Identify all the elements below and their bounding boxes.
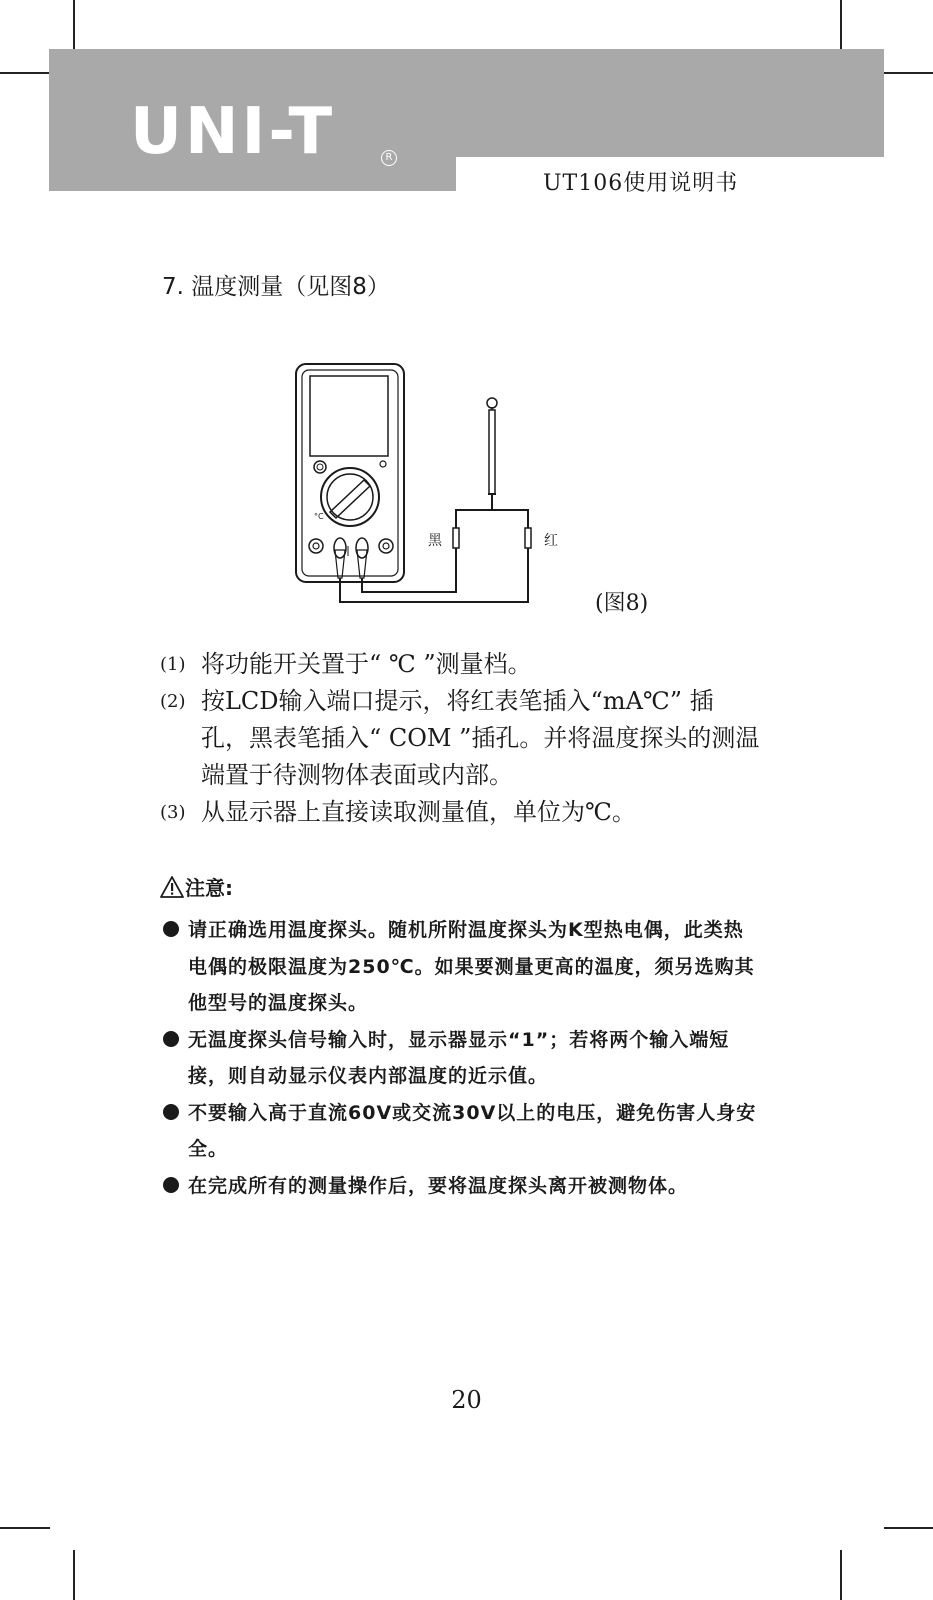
crop-mark: [73, 1550, 75, 1600]
multimeter-illustration: [290, 360, 590, 620]
notice-text: 不要输入高于直流60V或交流30V以上的电压，避免伤害人身安全。: [188, 1101, 757, 1160]
notice-item: [163, 1168, 763, 1205]
bullet-icon: [163, 1031, 179, 1047]
measurement-steps: [160, 646, 760, 831]
step-text: 从显示器上直接读取测量值，单位为℃。: [201, 798, 636, 826]
brand-logo: UNI-T: [130, 95, 336, 169]
red-probe-label: 红: [544, 533, 558, 549]
crop-mark: [840, 1550, 842, 1600]
document-title: UT106使用说明书: [543, 171, 739, 196]
bullet-icon: [163, 1104, 179, 1120]
notice-text: 无温度探头信号输入时，显示器显示“1”；若将两个输入端短接，则自动显示仪表内部温度的近示值。: [188, 1028, 730, 1087]
notice-heading: [159, 872, 233, 901]
step-text: 将功能开关置于“ ℃ ”测量档。: [201, 650, 532, 678]
notice-text: 在完成所有的测量操作后，要将温度探头离开被测物体。: [188, 1174, 689, 1197]
crop-mark: [0, 1527, 50, 1529]
crop-mark: [73, 0, 75, 50]
section-title: 7. 温度测量（见图8）: [162, 274, 390, 300]
step-item: [160, 646, 760, 683]
figure-caption: (图8): [595, 591, 649, 616]
step-number: (3): [160, 802, 186, 823]
registered-mark: R: [381, 150, 397, 166]
bullet-icon: [163, 921, 179, 937]
step-text: 按LCD输入端口提示，将红表笔插入“mA℃” 插孔，黑表笔插入“ COM ”插孔。并将温度探头的测温端置于待测物体表面或内部。: [201, 687, 760, 789]
crop-mark: [840, 0, 842, 50]
dial-temperature-label: °C: [314, 512, 324, 521]
crop-mark: [884, 72, 933, 74]
crop-mark: [0, 72, 50, 74]
warning-icon: [159, 875, 185, 899]
notice-item: [163, 912, 763, 1022]
step-number: (1): [160, 654, 186, 675]
page-number: 20: [451, 1386, 482, 1414]
notice-item: [163, 1095, 763, 1168]
notice-list: [163, 912, 763, 1204]
black-probe-label: 黑: [428, 533, 442, 549]
notice-title: 注意:: [185, 876, 233, 900]
multimeter-figure: [290, 360, 590, 620]
crop-mark: [884, 1527, 933, 1529]
bullet-icon: [163, 1177, 179, 1193]
step-item: [160, 794, 760, 831]
notice-text: 请正确选用温度探头。随机所附温度探头为K型热电偶，此类热电偶的极限温度为250℃。如果要测量更高的温度，须另选购其他型号的温度探头。: [188, 919, 755, 1014]
step-item: [160, 683, 760, 794]
step-number: (2): [160, 691, 186, 712]
notice-item: [163, 1022, 763, 1095]
